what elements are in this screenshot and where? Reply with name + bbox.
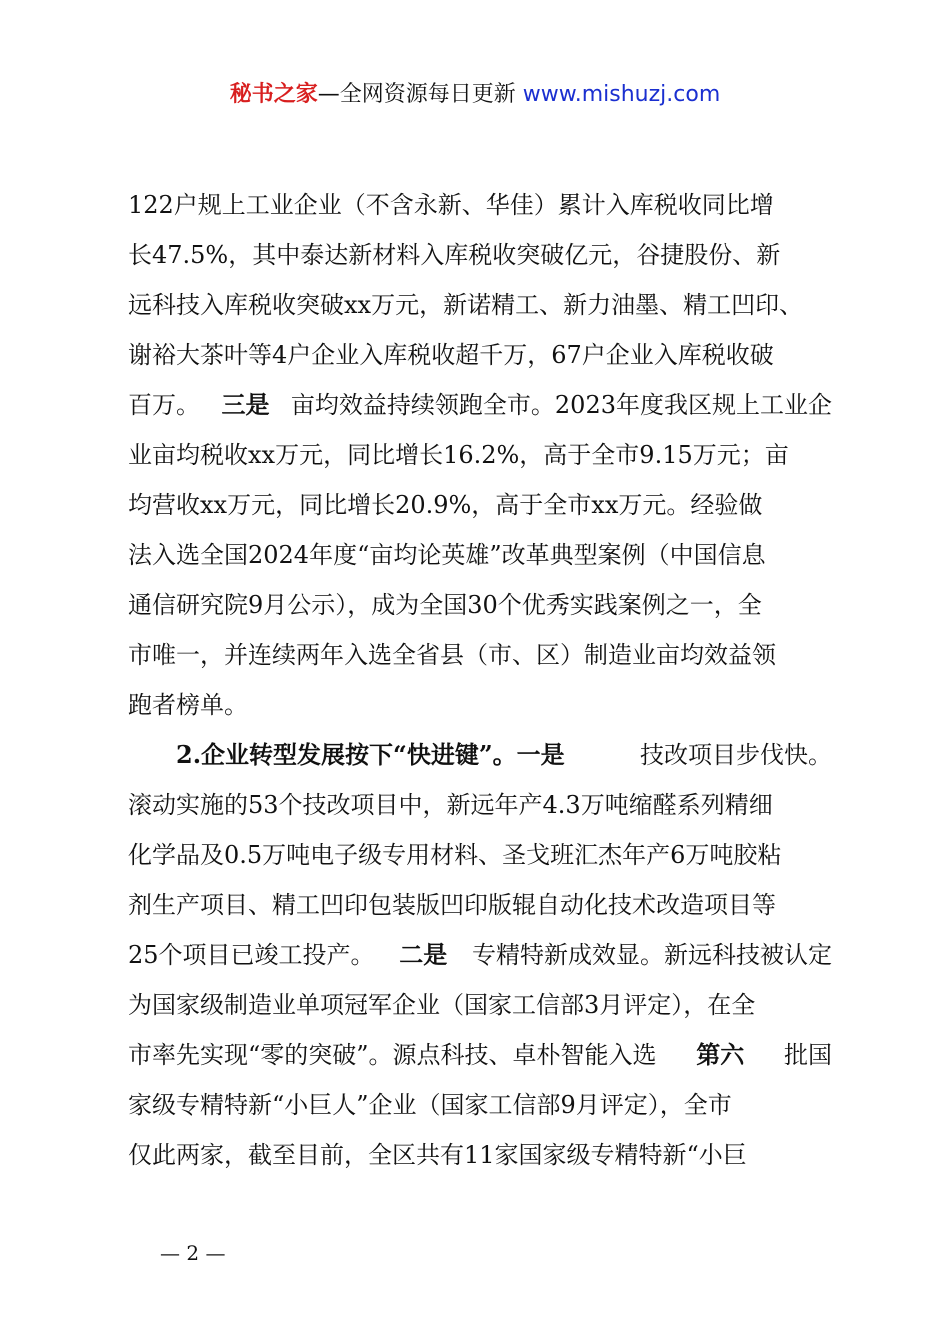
banner-dash: — [317, 82, 340, 107]
bold-marker-ershi: 二是 [399, 940, 448, 969]
text-line: 跑者榜单。 [128, 691, 248, 719]
bold-marker-sanshi: 三是 [221, 390, 270, 419]
text-line: 仅此两家，截至目前，全区共有11家国家级专精特新“小巨 [128, 1141, 747, 1169]
text-segment: 25个项目已竣工投产。 [128, 941, 375, 969]
text-line-sanshi [128, 380, 832, 430]
text-segment: 市率先实现“零的突破”。源点科技、卓朴智能入选 [128, 1041, 657, 1069]
banner-tagline: 全网资源每日更新 [339, 82, 516, 107]
text-line: 通信研究院9月公示），成为全国30个优秀实践案例之一，全 [128, 591, 762, 619]
text-line: 远科技入库税收突破xx万元，新诺精工、新力油墨、精工凹印、 [128, 291, 804, 319]
text-line: 法入选全国2024年度“亩均论英雄”改革典型案例（中国信息 [128, 541, 766, 569]
banner-url[interactable]: www.mishuzj.com [522, 82, 721, 107]
section-heading [128, 730, 832, 780]
text-line: 市唯一，并连续两年入选全省县（市、区）制造业亩均效益领 [128, 641, 776, 669]
document-body [128, 180, 832, 1180]
text-line: 谢裕大茶叶等4户企业入库税收超千万，67户企业入库税收破 [128, 341, 774, 369]
text-segment: 亩均效益持续领跑全市。2023年度我区规上工业企 [290, 391, 832, 419]
page-number: — 2 — [160, 1241, 226, 1265]
brand-name: 秘书之家 [229, 82, 318, 107]
text-line: 家级专精特新“小巨人”企业（国家工信部9月评定），全市 [128, 1091, 732, 1119]
section-heading-bold: 2.企业转型发展按下“快进键”。一是 [176, 740, 565, 769]
text-segment: 百万。 [128, 391, 200, 419]
section-heading-rest: 技改项目步伐快。 [640, 741, 832, 769]
text-line: 化学品及0.5万吨电子级专用材料、圣戈班汇杰年产6万吨胶粘 [128, 841, 782, 869]
text-line: 滚动实施的53个技改项目中，新远年产4.3万吨缩醛系列精细 [128, 791, 773, 819]
text-line-diliu [128, 1030, 832, 1080]
text-line-ershi [128, 930, 832, 980]
text-line: 剂生产项目、精工凹印包装版凹印版辊自动化技术改造项目等 [128, 891, 776, 919]
site-banner [0, 80, 950, 110]
text-segment: 专精特新成效显。新远科技被认定 [471, 941, 832, 969]
text-segment: 批国 [783, 1041, 832, 1069]
text-line: 均营收xx万元，同比增长20.9%，高于全市xx万元。经验做 [128, 491, 763, 519]
text-line: 为国家级制造业单项冠军企业（国家工信部3月评定），在全 [128, 991, 756, 1019]
text-line: 长47.5%，其中泰达新材料入库税收突破亿元，谷捷股份、新 [128, 241, 781, 269]
text-line: 业亩均税收xx万元，同比增长16.2%，高于全市9.15万元；亩 [128, 441, 789, 469]
text-line: 122户规上工业企业（不含永新、华佳）累计入库税收同比增 [128, 191, 774, 219]
bold-marker-diliu: 第六 [696, 1040, 745, 1069]
